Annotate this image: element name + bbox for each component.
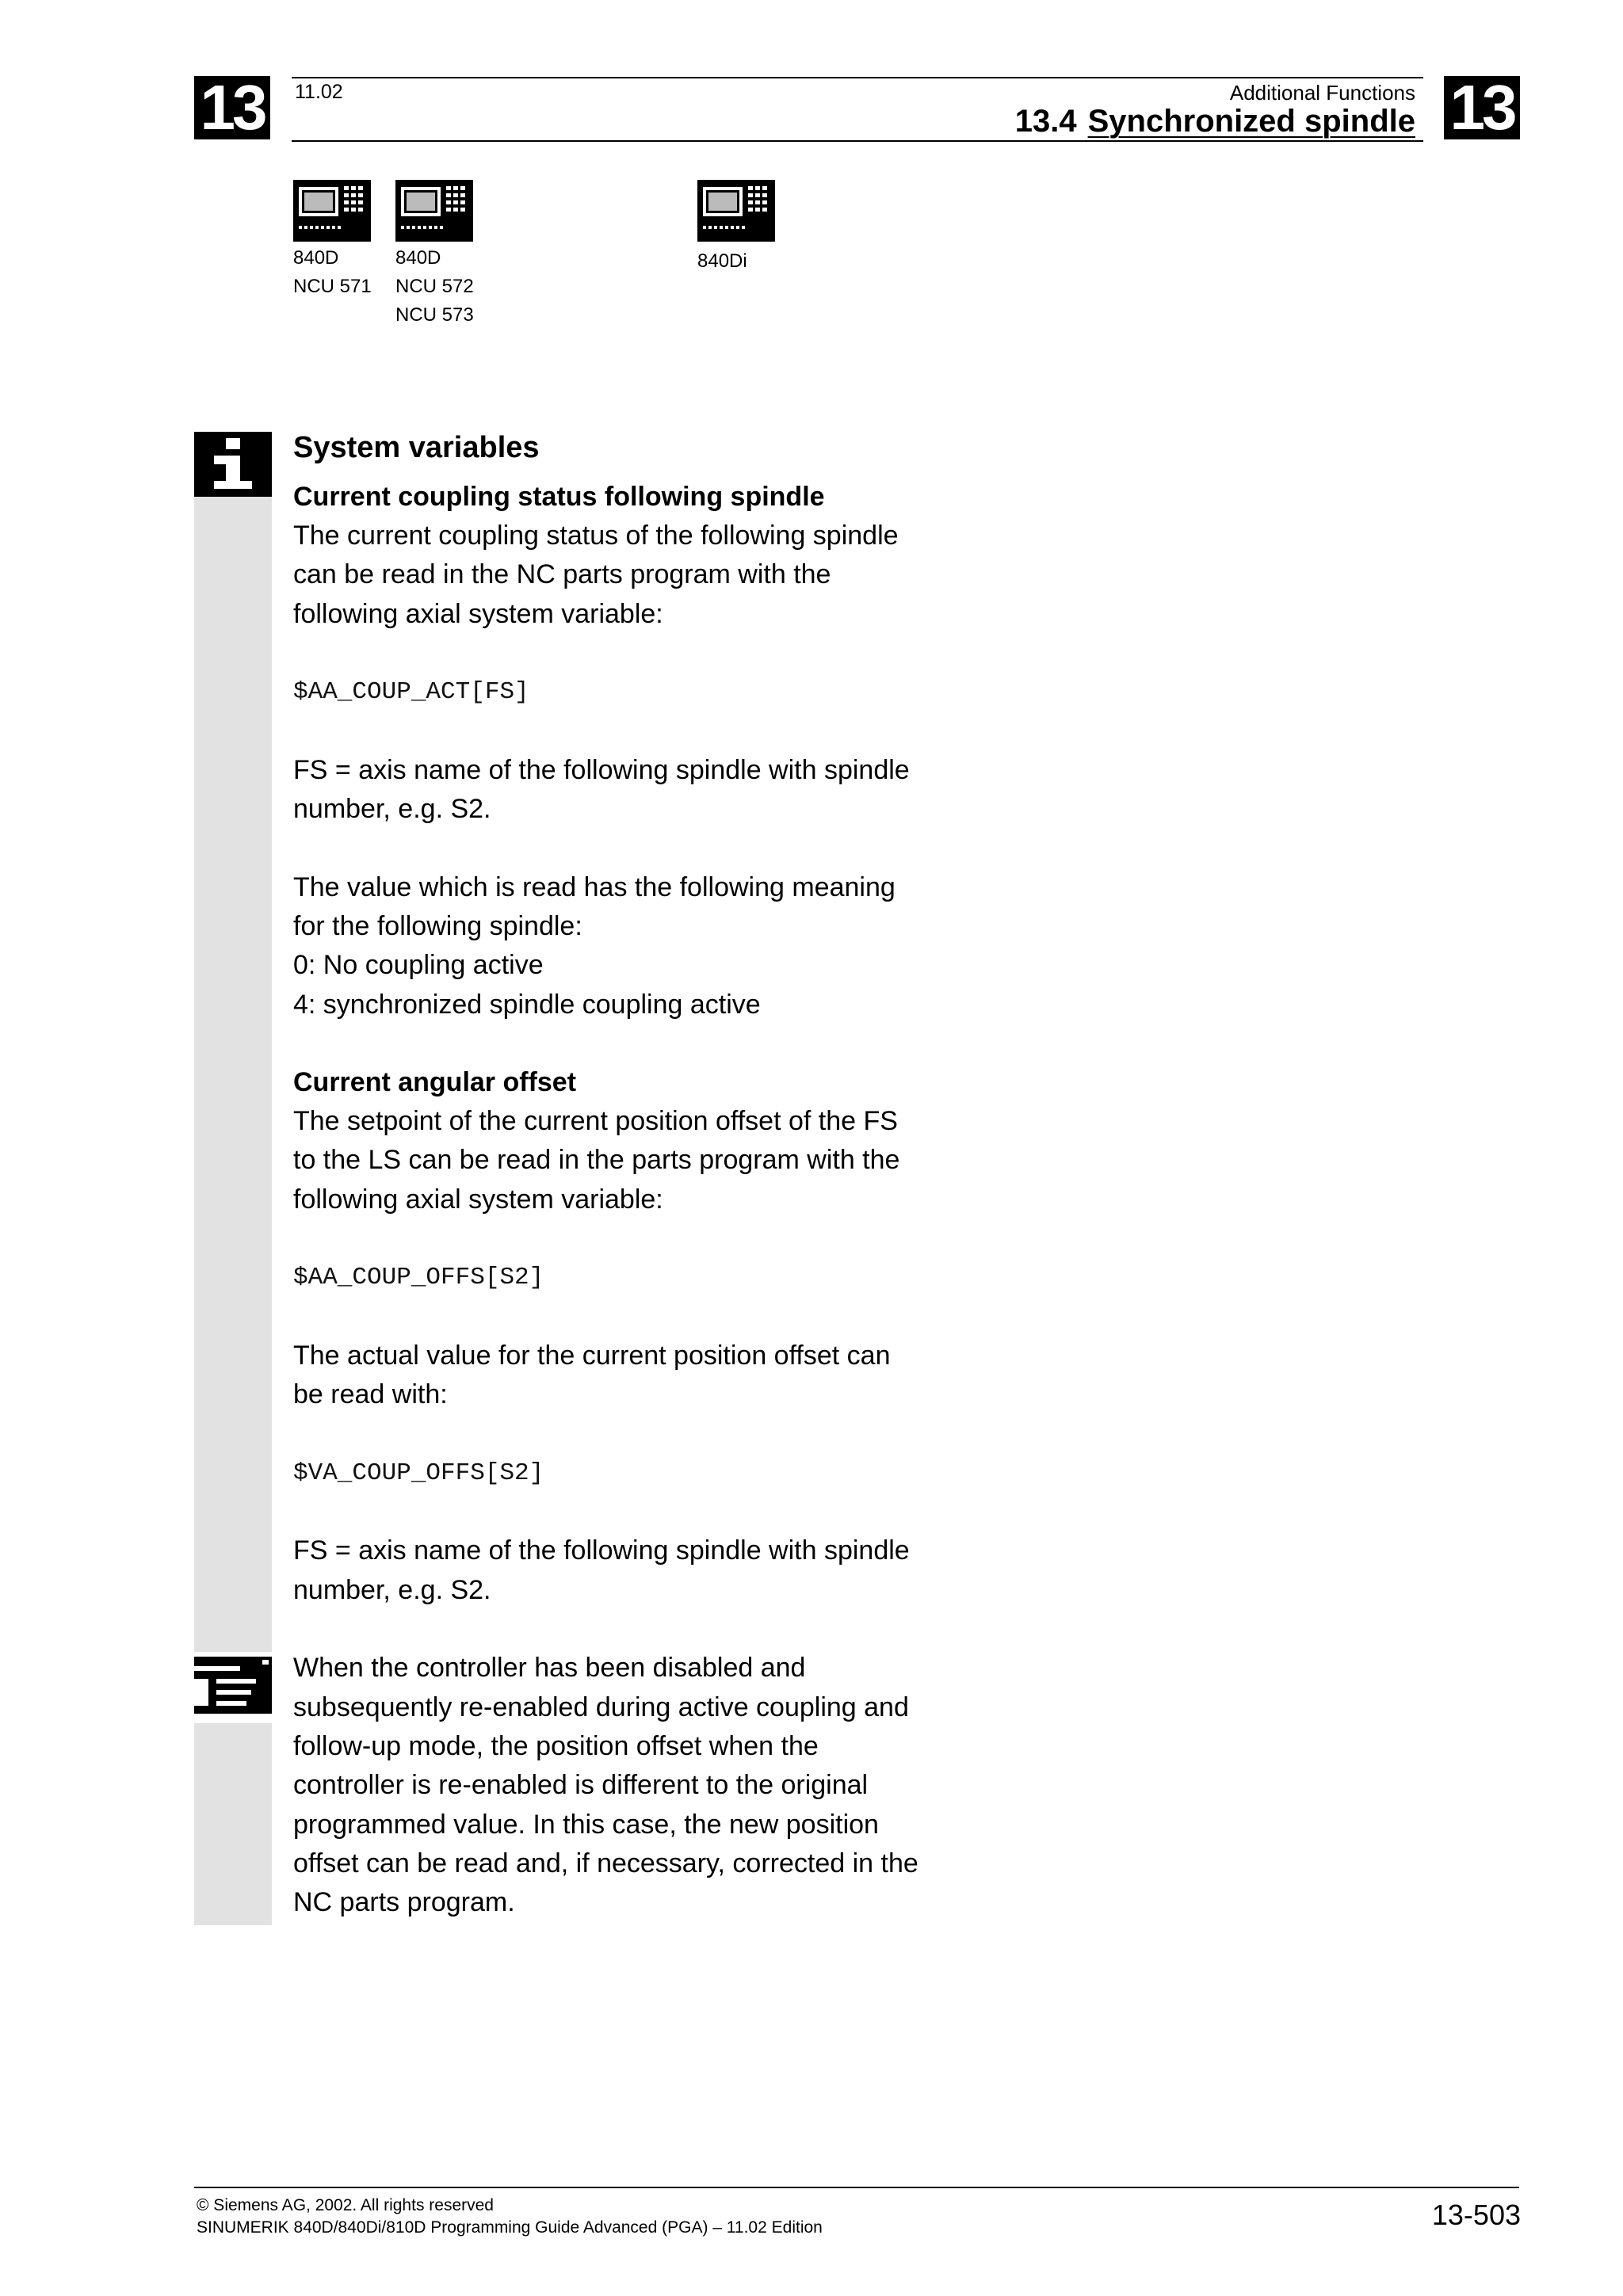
section-number: 13.4: [1014, 104, 1077, 139]
note-line: controller is re-enabled is different to the original: [293, 1770, 869, 1801]
text-line: to the LS can be read in the parts program with the: [293, 1145, 900, 1176]
chapter-badge-left: 13: [194, 76, 270, 139]
text-line: The actual value for the current position offset can: [293, 1340, 891, 1371]
text-line: 0: No coupling active: [293, 950, 544, 981]
subheading-angular-offset: Current angular offset: [293, 1067, 577, 1098]
text-line: for the following spindle:: [293, 910, 582, 941]
text-line: number, e.g. S2.: [293, 1574, 491, 1605]
control-label-line: 840D: [293, 247, 339, 269]
note-line: subsequently re-enabled during active coupling and: [293, 1691, 909, 1722]
header-bottom-rule: [292, 140, 1423, 142]
control-label-line: 840Di: [697, 250, 747, 272]
header-section-title: [1015, 103, 1415, 139]
code-va-coup-offs: $VA_COUP_OFFS[S2]: [293, 1459, 544, 1487]
control-label-line: NCU 572: [395, 276, 474, 297]
text-line: following axial system variable:: [293, 598, 663, 629]
text-line: FS = axis name of the following spindle with spindle: [293, 754, 910, 785]
control-panel-icon: [293, 180, 371, 242]
control-panel-icon: [697, 180, 775, 242]
control-label-line: 840D: [395, 247, 441, 269]
text-line: The setpoint of the current position offset of the FS: [293, 1106, 898, 1137]
footer-copyright: © Siemens AG, 2002. All rights reserved: [197, 2196, 494, 2214]
note-block: [293, 1649, 959, 1922]
note-line: NC parts program.: [293, 1887, 515, 1918]
header-date: 11.02: [295, 81, 343, 103]
text-line: following axial system variable:: [293, 1184, 663, 1215]
subheading-coupling-status: Current coupling status following spindle: [293, 482, 825, 512]
footer-page-number: 13-503: [1431, 2199, 1521, 2231]
info-icon: [194, 432, 272, 497]
header-top-rule: [292, 77, 1423, 78]
text-line: The value which is read has the following meaning: [293, 871, 896, 902]
control-panel-icon: [395, 180, 473, 242]
control-label-3: [697, 247, 747, 276]
text-line: be read with:: [293, 1379, 448, 1410]
section-title: Synchronized spindle: [1087, 104, 1415, 139]
note-line: When the controller has been disabled and: [293, 1653, 806, 1684]
control-label-line: NCU 571: [293, 276, 372, 297]
control-label-line: NCU 573: [395, 304, 474, 326]
chapter-badge-right: 13: [1444, 76, 1520, 139]
text-line: 4: synchronized spindle coupling active: [293, 989, 761, 1020]
heading-system-variables: System variables: [293, 431, 540, 464]
note-line: follow-up mode, the position offset when the: [293, 1730, 819, 1761]
text-line: The current coupling status of the following spindle: [293, 521, 899, 551]
main-content: [293, 424, 959, 1922]
note-line: programmed value. In this case, the new position: [293, 1809, 879, 1840]
text-line: number, e.g. S2.: [293, 794, 491, 825]
header-chapter-title: Additional Functions: [1229, 81, 1415, 105]
note-line: offset can be read and, if necessary, corrected in the: [293, 1848, 918, 1878]
control-label-1: [293, 244, 372, 301]
code-aa-coup-offs: $AA_COUP_OFFS[S2]: [293, 1264, 544, 1292]
text-line: can be read in the NC parts program with the: [293, 559, 831, 590]
pointing-hand-icon: [194, 1652, 272, 1723]
footer-rule: [194, 2187, 1519, 2188]
text-line: FS = axis name of the following spindle with spindle: [293, 1535, 910, 1566]
control-label-2: [395, 244, 474, 330]
code-coup-act: $AA_COUP_ACT[FS]: [293, 678, 529, 707]
footer-document-title: SINUMERIK 840D/840Di/810D Programming Guide Advanced (PGA) – 11.02 Edition: [197, 2218, 823, 2237]
